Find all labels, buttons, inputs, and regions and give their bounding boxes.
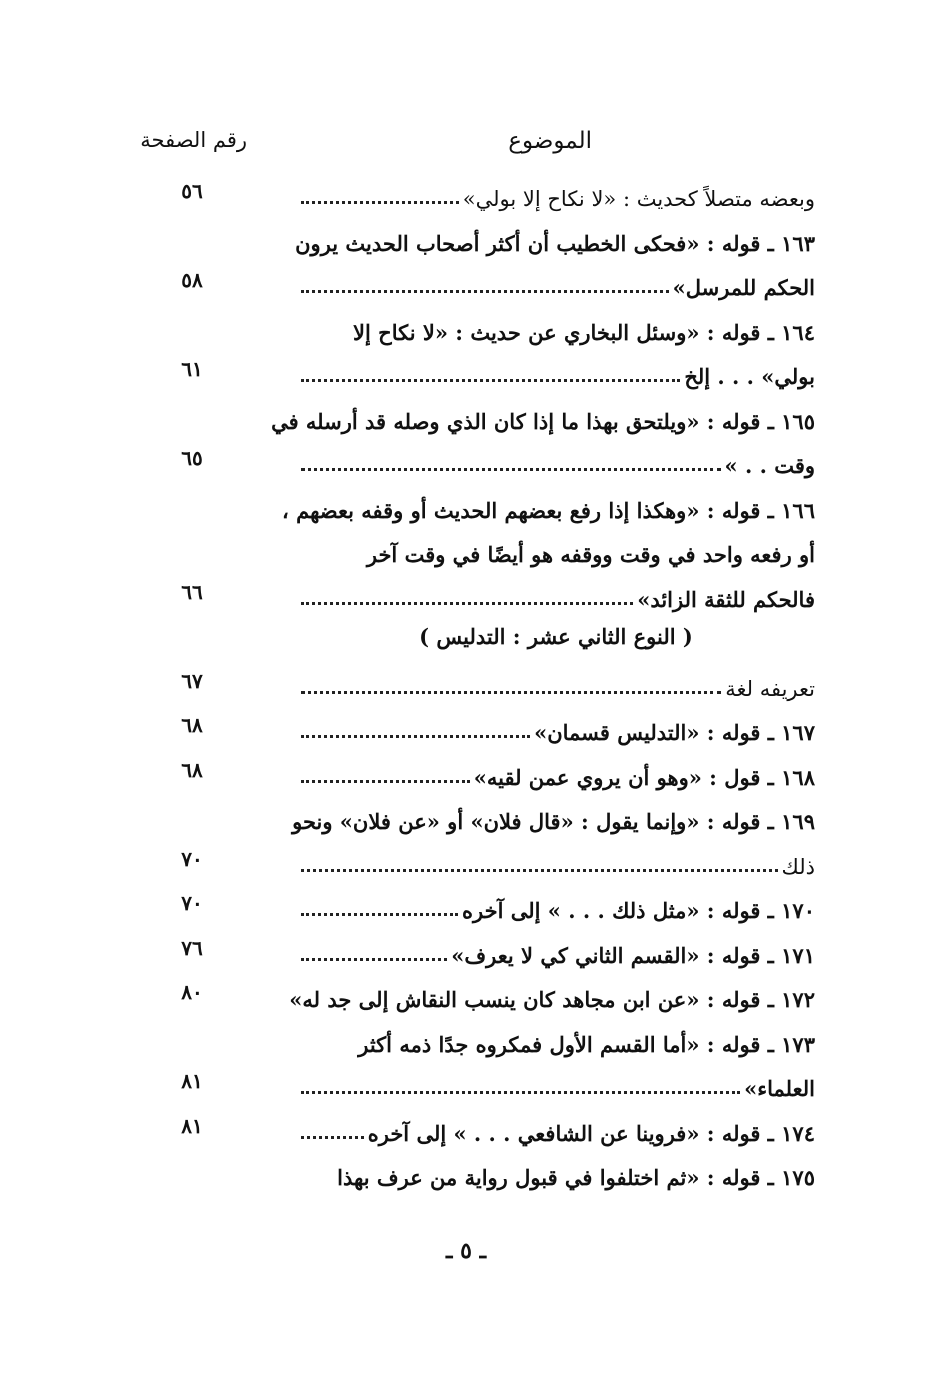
entry-title: ١٧١ ـ قوله : «القسم الثاني كي لا يعرف»	[451, 942, 815, 968]
table-header	[0, 128, 932, 168]
entry-text-line	[292, 802, 815, 834]
dot-leader	[301, 868, 778, 872]
entry-page-number: ٦٥	[181, 446, 203, 470]
entry-text-line	[289, 980, 815, 1012]
toc-entry-row	[0, 663, 932, 708]
toc-entry-row	[0, 485, 932, 530]
entry-page-number: ٥٨	[181, 268, 203, 292]
entry-text-line	[297, 891, 815, 923]
toc-entry-row	[0, 307, 932, 352]
toc-entry-row	[0, 752, 932, 797]
toc-entry-row	[0, 930, 932, 975]
dot-leader	[301, 1135, 364, 1139]
entry-title: ١٦٥ ـ قوله : «ويلتحق بهذا ما إذا كان الذي وصله قد أرسله في	[271, 408, 815, 434]
entry-page-number: ٨١	[181, 1069, 203, 1093]
entry-page-number: ٥٦	[181, 179, 203, 203]
toc-entry-row	[0, 1063, 932, 1108]
dot-leader	[301, 601, 633, 605]
topic-column-header: الموضوع	[508, 128, 592, 154]
entry-title: ١٧٢ ـ قوله : «عن ابن مجاهد كان ينسب النقاش إلى جد له»	[289, 987, 815, 1012]
entry-title: بولي» . . . إلخ	[684, 364, 815, 389]
entry-title: ١٦٦ ـ قوله : «وهكذا إذا رفع بعضهم الحديث أو وقفه بعضهم ،	[282, 497, 815, 523]
entry-title: ١٧٥ ـ قوله : «ثم اختلفوا في قبول رواية من عرف بهذا	[337, 1165, 815, 1190]
entry-page-number: ٧٠	[181, 846, 203, 871]
section-heading-row	[0, 618, 932, 663]
entry-title: ١٦٣ ـ قوله : «فحكى الخطيب أن أكثر أصحاب الحديث يرون	[295, 230, 815, 256]
dot-leader	[301, 378, 680, 382]
dot-leader	[301, 957, 447, 961]
entry-page-number: ٨١	[181, 1113, 203, 1138]
entry-title: تعريفه لغة	[725, 676, 815, 701]
toc-entry-row	[0, 1019, 932, 1064]
entry-title: ١٧٤ ـ قوله : «فروينا عن الشافعي . . . » إلى آخره	[367, 1120, 815, 1146]
entry-text-line	[297, 535, 815, 567]
entry-page-number: ٧٦	[181, 935, 203, 960]
dot-leader	[301, 734, 530, 738]
toc-entry-row	[0, 351, 932, 396]
entry-text-line	[297, 357, 815, 389]
dot-leader	[301, 200, 459, 204]
entry-title: الحكم للمرسل»	[672, 275, 815, 300]
entry-page-number: ٦٨	[181, 713, 203, 737]
toc-entry-row	[0, 262, 932, 307]
entry-title: وقت . . »	[724, 453, 815, 478]
entry-title: ١٦٩ ـ قوله : «وإنما يقول : «قال فلان» أو «عن فلان» ونحو	[292, 809, 815, 834]
entry-text-line	[297, 936, 815, 968]
entry-page-number: ٦٦	[181, 579, 203, 604]
toc-entry-row	[0, 974, 932, 1019]
entry-text-line	[297, 446, 815, 478]
toc-entry-row	[0, 841, 932, 886]
entry-text-line	[297, 1114, 815, 1146]
toc-entry-row	[0, 173, 932, 218]
entry-page-number: ٦٨	[181, 757, 203, 782]
entry-text-line	[297, 268, 815, 300]
toc-entry-row	[0, 440, 932, 485]
dot-leader	[301, 912, 458, 916]
entry-page-number: ٧٠	[181, 891, 203, 915]
toc-entry-row	[0, 707, 932, 752]
dot-leader	[301, 1090, 740, 1094]
entry-title: أو رفعه واحد في وقت ووقفه هو أيضًا في وقت آخر	[366, 542, 815, 567]
entry-page-number: ٦١	[181, 357, 203, 381]
entry-text-line	[297, 224, 815, 256]
dot-leader	[301, 467, 721, 471]
entry-text-line	[297, 1158, 815, 1190]
entry-text-line	[282, 491, 815, 523]
entry-title: ذلك	[781, 854, 815, 879]
entry-text-line	[297, 179, 815, 211]
page-number-column-header: رقم الصفحة	[140, 128, 247, 152]
entry-title: العلماء»	[744, 1076, 815, 1101]
section-heading: ( النوع الثاني عشر : التدليس )	[419, 624, 693, 649]
entry-page-number: ٨٠	[181, 980, 203, 1004]
dot-leader	[301, 289, 669, 293]
toc-entry-row	[0, 1108, 932, 1153]
entry-page-number: ٦٧	[181, 668, 203, 693]
entry-text-line	[297, 847, 815, 879]
entry-title: ١٦٤ ـ قوله : «وسئل البخاري عن حديث : «لا نكاح إلا	[353, 319, 815, 345]
toc-entry-row	[0, 529, 932, 574]
table-of-contents	[0, 173, 932, 1197]
toc-entry-row	[0, 396, 932, 441]
entry-title: ١٧٠ ـ قوله : «مثل ذلك . . . » إلى آخره	[462, 898, 815, 923]
entry-text-line	[297, 580, 815, 612]
entry-title: ١٦٨ ـ قول : «وهو أن يروي عمن لقيه»	[473, 764, 815, 790]
entry-text-line	[297, 758, 815, 790]
entry-title: فالحكم للثقة الزائد»	[637, 586, 815, 612]
toc-entry-row	[0, 885, 932, 930]
entry-text-line	[297, 1069, 815, 1101]
entry-title: وبعضه متصلاً كحديث : «لا نكاح إلا بولي»	[462, 187, 815, 211]
entry-text-line	[271, 402, 815, 434]
dot-leader	[301, 690, 721, 694]
toc-entry-row	[0, 1152, 932, 1197]
toc-entry-row	[0, 218, 932, 263]
dot-leader	[301, 779, 470, 783]
toc-entry-row	[0, 796, 932, 841]
entry-text-line	[297, 313, 815, 345]
page-footer-number: ـ ٥ ـ	[445, 1238, 487, 1264]
entry-title: ١٦٧ ـ قوله : «التدليس قسمان»	[534, 720, 815, 745]
entry-text-line	[297, 713, 815, 745]
entry-text-line	[297, 1025, 815, 1057]
entry-title: ١٧٣ ـ قوله : «أما القسم الأول فمكروه جدًا ذمه أكثر	[358, 1031, 815, 1057]
entry-text-line	[297, 669, 815, 701]
toc-entry-row	[0, 574, 932, 619]
